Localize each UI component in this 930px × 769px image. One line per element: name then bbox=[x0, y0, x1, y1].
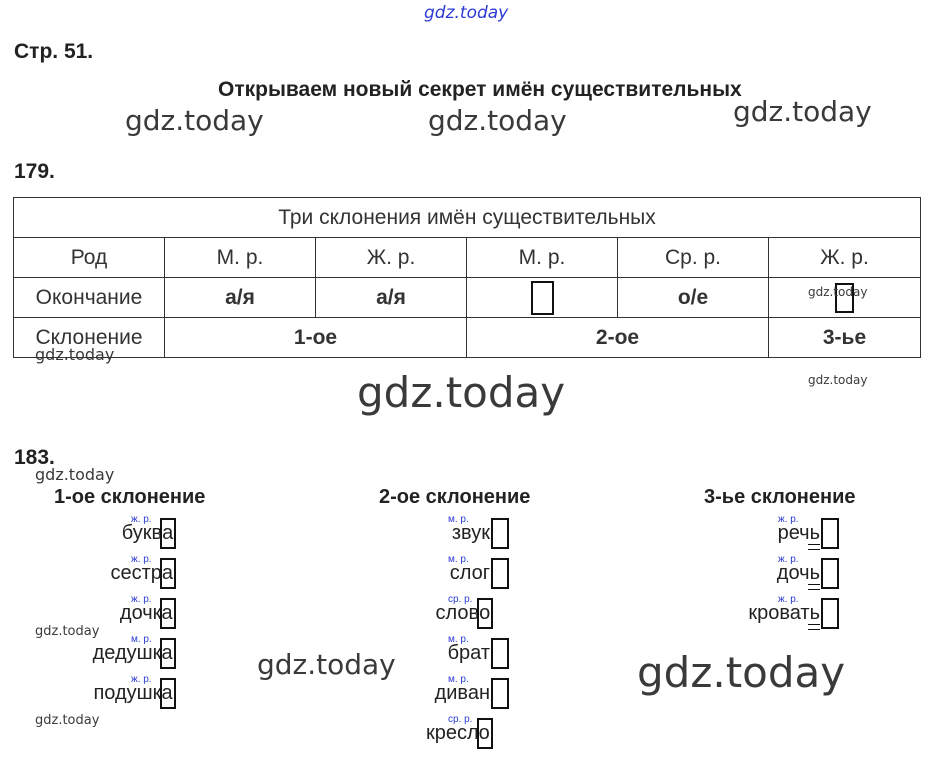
gender-label: м. р. bbox=[448, 514, 469, 525]
cell-declension-2: 2-ое bbox=[467, 318, 769, 358]
word-ending: а bbox=[161, 562, 173, 584]
word-ending: о bbox=[478, 722, 490, 744]
ending-box bbox=[160, 598, 176, 629]
gender-label: м. р. bbox=[448, 674, 469, 685]
word-stem: подушк bbox=[93, 682, 162, 704]
word-stem: сестр bbox=[110, 562, 162, 584]
ending-box bbox=[821, 518, 839, 549]
word-stem: звук bbox=[451, 522, 490, 544]
word-entry bbox=[447, 634, 490, 665]
word-stem: брат bbox=[447, 642, 490, 664]
cell-declension-1: 1-ое bbox=[165, 318, 467, 358]
gender-label: ж. р. bbox=[131, 514, 152, 525]
word-ending: а bbox=[162, 522, 174, 544]
word-stem: дочь bbox=[776, 562, 820, 584]
watermark: gdz.today bbox=[428, 104, 567, 137]
column-heading-2: 2-ое склонение bbox=[379, 486, 531, 508]
word-entry bbox=[435, 594, 491, 625]
ending-box bbox=[821, 598, 839, 629]
page-title: Открываем новый секрет имён существительных bbox=[218, 78, 742, 101]
watermark: gdz.today bbox=[357, 368, 566, 417]
declension-table bbox=[13, 197, 921, 358]
word-stem: кресл bbox=[425, 722, 479, 744]
ending-box bbox=[491, 518, 509, 549]
word-stem: слог bbox=[449, 562, 490, 584]
exercise-number-183: 183. bbox=[14, 446, 55, 469]
column-heading-1: 1-ое склонение bbox=[54, 486, 206, 508]
word-entry bbox=[119, 594, 173, 625]
word-ending: а bbox=[161, 602, 173, 624]
exercise-number-179: 179. bbox=[14, 160, 55, 183]
cell-gender: Ж. р. bbox=[316, 238, 467, 278]
cell-ending: а/я bbox=[316, 278, 467, 318]
soft-sign-underline bbox=[808, 544, 820, 550]
word-entry bbox=[93, 674, 173, 705]
column-heading-3: 3-ье склонение bbox=[704, 486, 856, 508]
ending-box bbox=[160, 638, 176, 669]
cell-ending: а/я bbox=[165, 278, 316, 318]
gender-label: ж. р. bbox=[778, 594, 799, 605]
gender-label: ж. р. bbox=[778, 514, 799, 525]
row-label-rod: Род bbox=[14, 238, 165, 278]
watermark: gdz.today bbox=[637, 648, 846, 697]
word-stem: букв bbox=[121, 522, 163, 544]
watermark: gdz.today bbox=[125, 104, 264, 137]
cell-ending-zero bbox=[467, 278, 618, 318]
cell-ending: о/е bbox=[618, 278, 769, 318]
cell-declension-3: 3-ье bbox=[769, 318, 921, 358]
ending-box bbox=[477, 598, 493, 629]
word-entry bbox=[776, 554, 820, 585]
word-stem: речь bbox=[777, 522, 820, 544]
word-entry bbox=[434, 674, 490, 705]
ending-box bbox=[821, 558, 839, 589]
table-row-gender bbox=[14, 238, 921, 278]
gender-label: ж. р. bbox=[778, 554, 799, 565]
gender-label: м. р. bbox=[448, 554, 469, 565]
word-entry bbox=[748, 594, 820, 625]
word-ending: а bbox=[161, 682, 173, 704]
word-entry bbox=[425, 714, 490, 745]
ending-box bbox=[491, 558, 509, 589]
gender-label: ж. р. bbox=[131, 674, 152, 685]
word-entry bbox=[448, 554, 490, 585]
row-label-declension: Склонение bbox=[14, 318, 165, 358]
watermark-top: gdz.today bbox=[424, 3, 509, 23]
word-entry bbox=[777, 514, 820, 545]
soft-sign-underline bbox=[808, 624, 820, 630]
cell-gender: Ж. р. bbox=[769, 238, 921, 278]
watermark: gdz.today bbox=[35, 624, 100, 639]
ending-box bbox=[160, 558, 176, 589]
word-entry bbox=[121, 514, 174, 545]
ending-box bbox=[160, 678, 176, 709]
table-row-declension bbox=[14, 318, 921, 358]
cell-gender: Ср. р. bbox=[618, 238, 769, 278]
watermark: gdz.today bbox=[733, 95, 872, 128]
gender-label: м. р. bbox=[131, 634, 152, 645]
cell-gender: М. р. bbox=[165, 238, 316, 278]
watermark: gdz.today bbox=[35, 465, 115, 484]
gender-label: ср. р. bbox=[448, 594, 473, 605]
ending-box bbox=[491, 678, 509, 709]
table-row-ending bbox=[14, 278, 921, 318]
word-entry bbox=[92, 634, 173, 665]
watermark: gdz.today bbox=[808, 373, 868, 387]
word-entry bbox=[110, 554, 173, 585]
word-entry bbox=[448, 514, 490, 545]
table-title: Три склонения имён существительных bbox=[14, 198, 921, 238]
zero-ending-box bbox=[531, 281, 554, 315]
gender-label: ср. р. bbox=[448, 714, 473, 725]
page-number: Стр. 51. bbox=[14, 40, 94, 63]
word-stem: дедушк bbox=[92, 642, 162, 664]
gender-label: м. р. bbox=[448, 634, 469, 645]
word-stem: кровать bbox=[748, 602, 820, 624]
watermark: gdz.today bbox=[257, 648, 396, 681]
ending-box bbox=[491, 638, 509, 669]
word-ending: а bbox=[161, 642, 173, 664]
watermark: gdz.today bbox=[35, 713, 100, 728]
word-stem: слов bbox=[435, 602, 480, 624]
soft-sign-underline bbox=[808, 584, 820, 590]
word-ending: о bbox=[479, 602, 491, 624]
row-label-ending: Окончание bbox=[14, 278, 165, 318]
watermark: gdz.today bbox=[35, 345, 115, 364]
gender-label: ж. р. bbox=[131, 554, 152, 565]
cell-gender: М. р. bbox=[467, 238, 618, 278]
gender-label: ж. р. bbox=[131, 594, 152, 605]
word-stem: диван bbox=[434, 682, 490, 704]
word-stem: дочк bbox=[119, 602, 162, 624]
ending-box bbox=[477, 718, 493, 749]
watermark: gdz.today bbox=[808, 285, 868, 299]
ending-box bbox=[160, 518, 176, 549]
